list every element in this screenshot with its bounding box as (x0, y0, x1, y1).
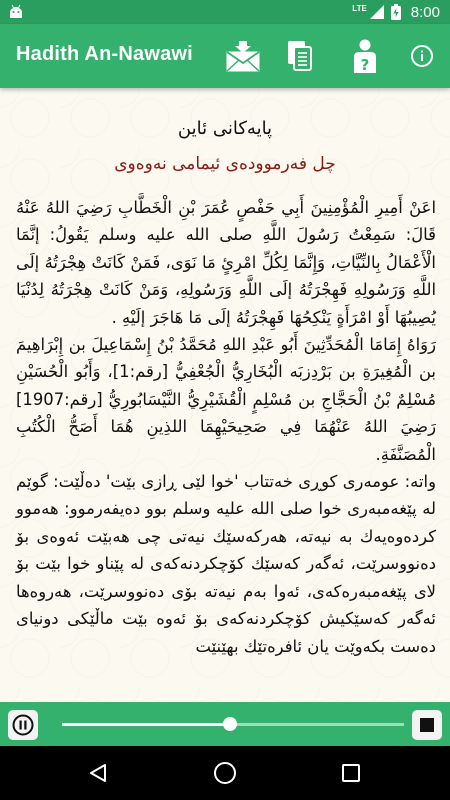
audio-progress-fill (62, 723, 230, 726)
hadith-text (16, 194, 436, 660)
network-type: LTE (352, 3, 367, 13)
audio-progress-slider[interactable] (62, 723, 404, 726)
svg-text:?: ? (360, 56, 370, 73)
pause-button[interactable] (8, 710, 38, 740)
stop-icon (420, 718, 434, 732)
help-button[interactable] (345, 36, 385, 76)
mail-icon (226, 40, 260, 72)
android-notification-icon (8, 4, 24, 18)
copy-icon (287, 40, 313, 72)
recents-icon (341, 763, 361, 783)
nav-home-button[interactable] (211, 759, 239, 787)
system-nav-bar (0, 746, 450, 800)
book-subheading: چل فەرموودەی ئیمامی نەوەوی (114, 154, 336, 174)
audio-progress-thumb[interactable] (223, 717, 237, 731)
signal-icon (369, 4, 385, 20)
back-icon (87, 762, 109, 784)
nav-back-button[interactable] (84, 759, 112, 787)
status-bar (0, 0, 450, 24)
info-icon (410, 44, 434, 68)
help-person-icon (352, 39, 378, 73)
share-mail-button[interactable] (223, 36, 263, 76)
chapter-heading: پایەکانی ئاین (177, 118, 273, 139)
info-button[interactable] (402, 36, 442, 76)
stop-button[interactable] (412, 710, 442, 740)
home-icon (213, 761, 237, 785)
hadith-narration-text: رَوَاهُ إِمَامَا الْمُحَدِّثِينَ أَبُو عَبْدِ اللهِ مُحَمَّدُ بْنُ إِسْمَاعِيلَ بن إِبْرَاهِيمَ بن الْمُغِيرَةِ بن بَرْدِزبَه الْبُخَارِيُّ الْجُعْفِيُّ [رقم:1]، وَأَبُو الْحُسَيْنِ مُسْلِمٌ بْنُ الْحَجَّاجِ بن مُسْلِمٍ الْقُشَيْرِيُّ النَّيْسَابُورِيُّ [رقم:1907] رَضِيَ اللهُ عَنْهُمَا فِي صَحِيحَيْهِمَا اللذِينِ هُمَا أَصَحُّ الْكُتُبِ الْمُصَنَّفَةِ. (16, 335, 436, 464)
battery-icon (391, 4, 401, 20)
hadith-translation-text: واتە: عومەری کوڕی خەتتاب 'خوا لێی ڕازی بێت' دەڵێت: گوێم لە پێغەمبەری خوا صلى الله عليه وسلم بوو دەیفەرموو: هەموو کردەوەیەك بە نیەتە، هەرکەسێك نیەتی چی هەبێت ئەوەی بۆ دەنووسرێت، ئەگەر کەسێك کۆچکردنەکەی لە پێناو خوا بێت بۆ لای پێغەمبەرەکەی، ئەوا بەم نیەتە بۆی دەنووسرێت، هەروەها ئەگەر کەسێکیش کۆچکردنەکەی بۆ ئەوە بێت ماڵێکی دونیای دەست بکەوێت یان ئافرەتێك بهێنێت (16, 472, 436, 656)
hadith-content[interactable] (0, 88, 450, 702)
copy-button[interactable] (280, 36, 320, 76)
pause-icon (12, 714, 34, 736)
app-title: Hadith An-Nawawi (16, 43, 193, 65)
app-bar (0, 24, 450, 88)
nav-recents-button[interactable] (337, 759, 365, 787)
hadith-arabic-text: اعَنْ أَمِيرِ الْمُؤْمِنِينَ أَبِي حَفْصٍ عُمَرَ بْنِ الْخَطَّابِ رَضِيَ اللهُ عَنْهُ قَالَ: سَمِعْتُ رَسُولَ اللَّهِ صلى الله عليه وسلم يَقُولُ: إنَّمَا الْأَعْمَالُ بِالنِّيَّاتِ، وَإِنَّمَا لِكُلِّ امْرِئٍ مَا نَوَى، فَمَنْ كَانَتْ هِجْرَتُهُ إلَى اللَّهِ وَرَسُولِهِ فَهِجْرَتُهُ إلَى اللَّهِ وَرَسُولِهِ، وَمَنْ كَانَتْ هِجْرَتُهُ لِدُنْيَا يُصِيبُهَا أَوْ امْرَأَةٍ يَنْكِحُهَا فَهِجْرَتُهُ إلَى مَا هَاجَرَ إلَيْهِ . (16, 198, 436, 327)
audio-player (0, 702, 450, 746)
clock: 8:00 (410, 3, 440, 21)
